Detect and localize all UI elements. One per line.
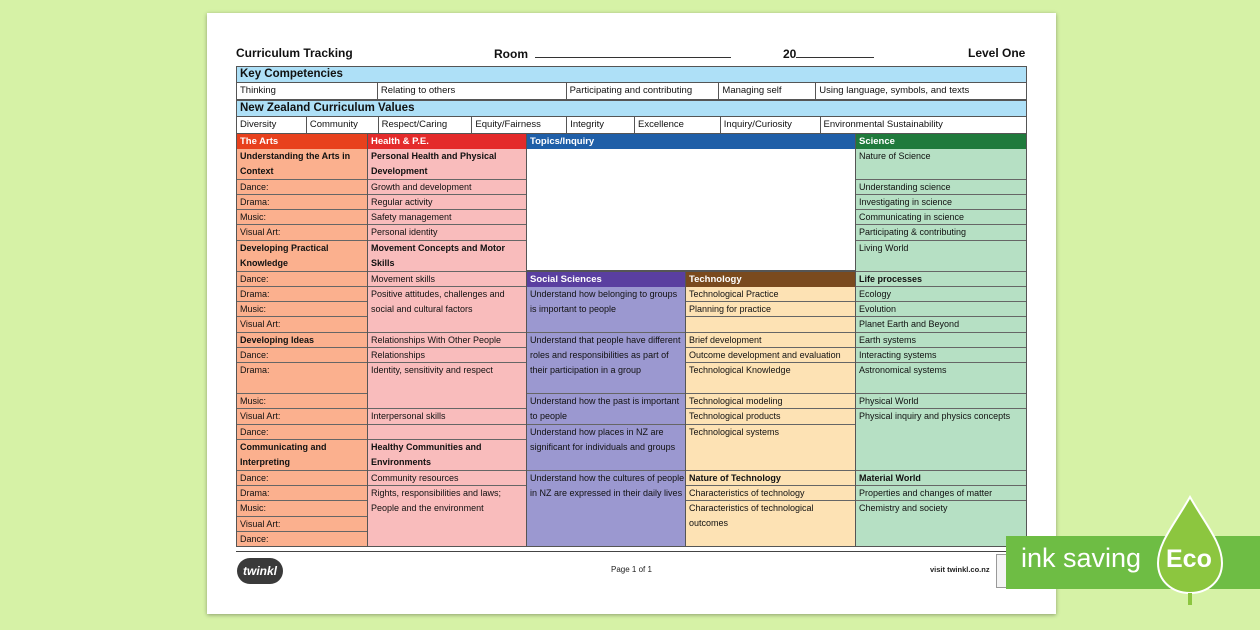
science-row[interactable]: Understanding science	[856, 180, 1026, 195]
value-cell[interactable]: Equity/Fairness	[472, 117, 567, 133]
site-link[interactable]: visit twinkl.co.nz	[930, 565, 990, 574]
science-row[interactable]: Nature of Science	[856, 149, 1026, 180]
arts-row[interactable]: Music:	[237, 210, 367, 225]
health-row[interactable]: Movement skills	[368, 272, 526, 287]
arts-row[interactable]: Music:	[237, 394, 367, 409]
science-row[interactable]: Interacting systems	[856, 348, 1026, 363]
arts-row[interactable]: Communicating and Interpreting	[237, 440, 367, 471]
social-header: Social Sciences	[527, 272, 685, 287]
competency-cell[interactable]: Using language, symbols, and texts	[819, 85, 970, 96]
arts-row[interactable]: Drama:	[237, 363, 367, 394]
technology-body	[686, 287, 855, 546]
arts-row[interactable]: Visual Art:	[237, 317, 367, 333]
value-cell[interactable]: Integrity	[567, 117, 635, 133]
topics-header: Topics/Inquiry	[527, 134, 855, 149]
arts-row[interactable]: Visual Art:	[237, 225, 367, 241]
health-header: Health & P.E.	[368, 134, 526, 149]
health-row[interactable]: Growth and development	[368, 180, 526, 195]
year-line	[796, 46, 874, 58]
year-prefix: 20	[783, 47, 797, 61]
science-row[interactable]: Evolution	[856, 302, 1026, 317]
health-row[interactable]: Regular activity	[368, 195, 526, 210]
value-cell[interactable]: Respect/Caring	[379, 117, 473, 133]
science-row[interactable]: Living World	[856, 241, 1026, 272]
arts-row[interactable]: Drama:	[237, 287, 367, 302]
arts-header: The Arts	[237, 134, 367, 149]
technology-row[interactable]: Technological Practice	[686, 287, 855, 302]
competency-cell[interactable]: Thinking	[237, 83, 378, 99]
arts-row[interactable]: Drama:	[237, 486, 367, 501]
science-row[interactable]: Properties and changes of matter	[856, 486, 1026, 501]
technology-row[interactable]: Planning for practice	[686, 302, 855, 317]
health-row[interactable]: Positive attitudes, challenges and social and cultural factors	[368, 287, 526, 333]
arts-column	[236, 134, 368, 547]
technology-row[interactable]: Characteristics of technological outcomes	[689, 503, 814, 529]
technology-row[interactable]: Characteristics of technology	[686, 486, 855, 501]
eco-label: Eco	[1166, 545, 1212, 573]
health-row[interactable]: Personal identity	[368, 225, 526, 241]
value-cell[interactable]: Inquiry/Curiosity	[721, 117, 821, 133]
health-row[interactable]: Movement Concepts and Motor Skills	[368, 241, 526, 272]
social-row[interactable]: Understand how the past is important to people	[527, 394, 685, 425]
arts-row[interactable]: Developing Ideas	[237, 333, 367, 348]
science-row[interactable]: Chemistry and society	[859, 503, 948, 513]
science-row[interactable]: Life processes	[856, 272, 1026, 287]
technology-row[interactable]: Technological modeling	[686, 394, 855, 409]
technology-row[interactable]: Technological products	[686, 409, 855, 425]
competency-cell[interactable]: Managing self	[719, 83, 816, 99]
worksheet-page	[207, 13, 1056, 614]
values-row	[236, 117, 1027, 134]
room-line	[535, 46, 731, 58]
competency-cell[interactable]: Participating and contributing	[567, 83, 720, 99]
technology-row[interactable]: Outcome development and evaluation	[686, 348, 855, 363]
science-row[interactable]: Earth systems	[856, 333, 1026, 348]
year-field[interactable]	[783, 46, 874, 61]
science-body	[856, 149, 1026, 546]
room-label: Room	[494, 47, 528, 61]
science-row[interactable]: Material World	[856, 471, 1026, 486]
arts-row[interactable]: Drama:	[237, 195, 367, 210]
health-row[interactable]: Personal Health and Physical Development	[368, 149, 526, 180]
health-column	[368, 134, 527, 547]
values-band: New Zealand Curriculum Values	[236, 100, 1027, 117]
science-row[interactable]: Physical World	[856, 394, 1026, 409]
social-row[interactable]: Understand how places in NZ are significant for individuals and groups	[527, 425, 685, 471]
key-competencies-band: Key Competencies	[236, 66, 1027, 83]
arts-body	[237, 149, 367, 546]
arts-row[interactable]: Music:	[237, 302, 367, 317]
arts-row[interactable]: Visual Art:	[237, 409, 367, 425]
value-cell[interactable]: Diversity	[237, 117, 307, 133]
page-number: Page 1 of 1	[611, 565, 652, 574]
technology-row[interactable]: Brief development	[686, 333, 855, 348]
health-row[interactable]: Community resources	[368, 471, 526, 486]
twinkl-logo: twinkl	[237, 558, 283, 584]
technology-column	[686, 271, 856, 547]
science-row[interactable]: Communicating in science	[856, 210, 1026, 225]
footer-rule	[236, 551, 1027, 552]
health-row[interactable]: Rights, responsibilities and laws; People and the environment	[371, 488, 502, 514]
ink-saving-label: ink saving	[1021, 543, 1142, 573]
health-row[interactable]: Healthy Communities and Environments	[368, 440, 526, 471]
technology-row[interactable]: Technological Knowledge	[686, 363, 855, 394]
health-row[interactable]: Interpersonal skills	[368, 409, 526, 425]
arts-row[interactable]: Dance:	[237, 425, 367, 440]
health-row[interactable]: Safety management	[368, 210, 526, 225]
arts-row[interactable]: Dance:	[237, 180, 367, 195]
science-row[interactable]: Ecology	[856, 287, 1026, 302]
value-cell[interactable]: Environmental Sustainability	[823, 119, 943, 130]
value-cell[interactable]: Excellence	[635, 117, 721, 133]
page-title: Curriculum Tracking	[236, 46, 353, 60]
technology-row[interactable]	[686, 317, 855, 333]
arts-row[interactable]: Dance:	[237, 348, 367, 363]
science-row[interactable]: Investigating in science	[856, 195, 1026, 210]
health-row[interactable]: Identity, sensitivity and respect	[368, 363, 526, 409]
health-row[interactable]: Relationships With Other People	[368, 333, 526, 348]
social-row[interactable]: Understand that people have different roles and responsibilities as part of their participation in a group	[527, 333, 685, 394]
arts-row[interactable]: Visual Art:	[237, 517, 367, 532]
technology-row[interactable]: Nature of Technology	[686, 471, 855, 486]
topics-box[interactable]	[527, 134, 856, 271]
science-row[interactable]: Planet Earth and Beyond	[856, 317, 1026, 333]
technology-row[interactable]: Technological systems	[686, 425, 855, 471]
health-body	[368, 149, 526, 546]
level-label: Level One	[968, 46, 1026, 60]
room-field[interactable]	[494, 46, 731, 61]
social-body	[527, 287, 685, 546]
key-competencies-row	[236, 83, 1027, 100]
health-row[interactable]: Relationships	[368, 348, 526, 363]
arts-row[interactable]: Understanding the Arts in Context	[237, 149, 367, 180]
science-row[interactable]: Participating & contributing	[856, 225, 1026, 241]
social-row[interactable]: Understand how the cultures of people in NZ are expressed in their daily lives	[530, 473, 685, 499]
health-row[interactable]	[368, 425, 526, 440]
value-cell[interactable]: Community	[307, 117, 379, 133]
technology-header: Technology	[686, 272, 855, 287]
science-column	[856, 134, 1027, 547]
competency-cell[interactable]: Relating to others	[378, 83, 567, 99]
science-header: Science	[856, 134, 1026, 149]
science-row[interactable]: Astronomical systems	[856, 363, 1026, 394]
science-row[interactable]: Physical inquiry and physics concepts	[856, 409, 1026, 471]
arts-row[interactable]: Developing Practical Knowledge	[237, 241, 367, 272]
social-row[interactable]: Understand how belonging to groups is important to people	[527, 287, 685, 333]
arts-row[interactable]: Dance:	[237, 272, 367, 287]
arts-row[interactable]: Music:	[237, 501, 367, 517]
arts-row[interactable]: Dance:	[240, 534, 269, 544]
arts-row[interactable]: Dance:	[237, 471, 367, 486]
social-column	[527, 271, 686, 547]
